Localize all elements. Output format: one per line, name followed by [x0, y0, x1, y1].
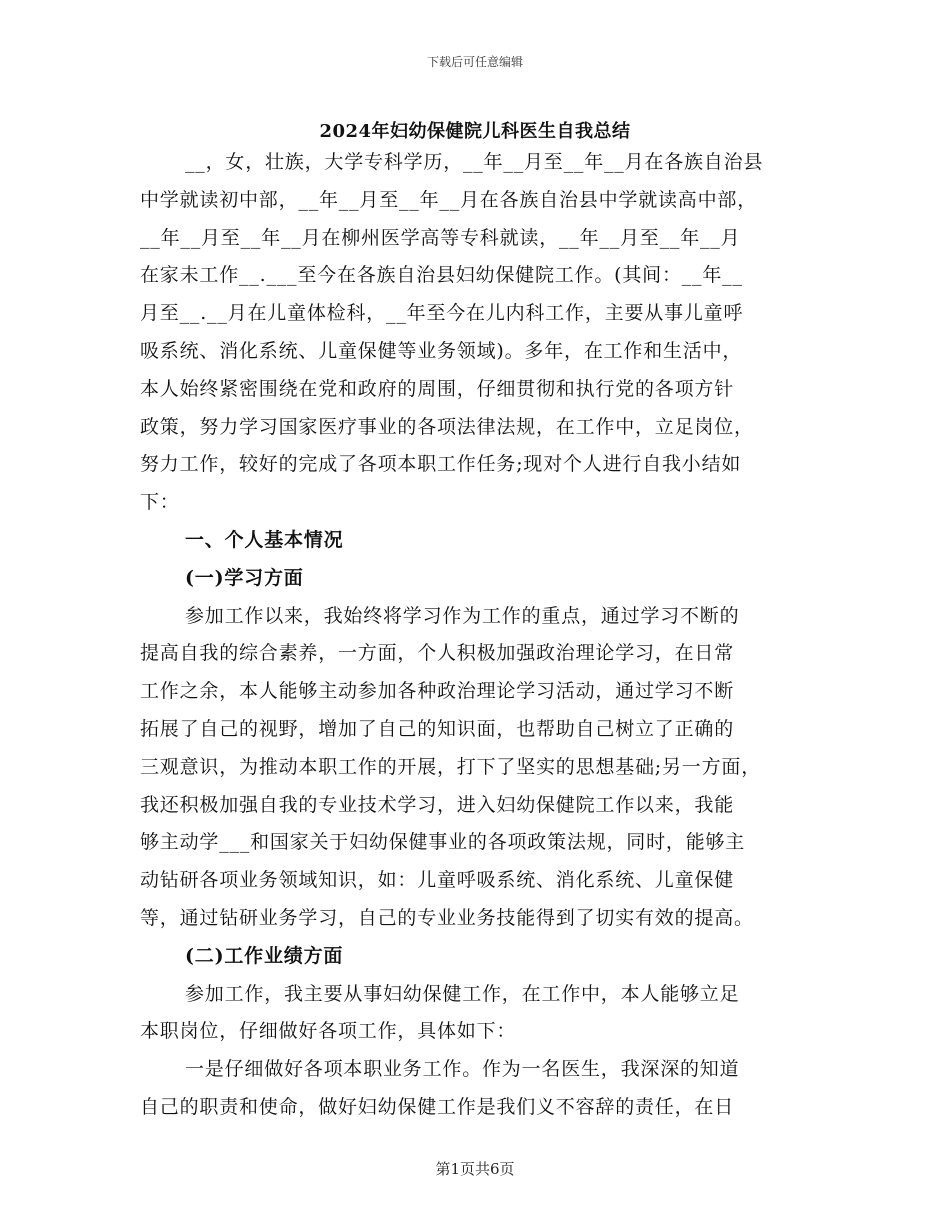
paragraph-line: __，女，壮族，大学专科学历，__年__月至__年__月在各族自治县 [185, 151, 764, 173]
subsection-heading: (一)学习方面 [185, 566, 304, 589]
paragraph-line: 下： [140, 491, 180, 514]
paragraph-line: 三观意识，为推动本职工作的开展，打下了坚实的思想基础;另一方面， [140, 755, 762, 778]
paragraph-line: 参加工作，我主要从事妇幼保健工作，在工作中，本人能够立足 [185, 982, 740, 1005]
header-note: 下载后可任意编辑 [426, 55, 523, 69]
paragraph-line: 努力工作，较好的完成了各项本职工作任务;现对个人进行自我小结如 [140, 453, 742, 476]
paragraph-line: 工作之余，本人能够主动参加各种政治理论学习活动，通过学习不断 [140, 680, 735, 703]
paragraph-line: 等，通过钻研业务学习，自己的专业业务技能得到了切实有效的提高。 [140, 906, 754, 929]
page-number: 第1页共6页 [435, 1160, 515, 1178]
paragraph-line: 本人始终紧密围绕在党和政府的周围，仔细贯彻和执行党的各项方针 [140, 377, 735, 400]
paragraph-line: 中学就读初中部，__年__月至__年__月在各族自治县中学就读高中部， [140, 188, 758, 211]
paragraph-line: 参加工作以来，我始终将学习作为工作的重点，通过学习不断的 [185, 604, 740, 627]
subsection-heading: (二)工作业绩方面 [185, 944, 344, 967]
document-title: 2024年妇幼保健院儿科医生自我总结 [319, 121, 631, 142]
section-heading: 一、个人基本情况 [185, 528, 344, 551]
paragraph-line: 够主动学___和国家关于妇幼保健事业的各项政策法规，同时，能够主 [140, 831, 746, 854]
document-body [140, 144, 820, 1127]
paragraph-line: 拓展了自己的视野，增加了自己的知识面，也帮助自己树立了正确的 [140, 717, 735, 740]
paragraph-line: 吸系统、消化系统、儿童保健等业务领域)。多年，在工作和生活中， [140, 339, 743, 362]
paragraph-line: 在家未工作__.___至今在各族自治县妇幼保健院工作。(其间：__年__ [140, 264, 743, 287]
paragraph-line: 一是仔细做好各项本职业务工作。作为一名医生，我深深的知道 [185, 1058, 740, 1081]
paragraph-line: __年__月至__年__月在柳州医学高等专科就读，__年__月至__年__月 [140, 226, 741, 249]
paragraph-line: 自己的职责和使命，做好妇幼保健工作是我们义不容辞的责任，在日 [140, 1095, 735, 1118]
paragraph-line: 月至__.__月在儿童体检科，__年至今在儿内科工作，主要从事儿童呼 [140, 302, 744, 325]
paragraph-line: 提高自我的综合素养，一方面，个人积极加强政治理论学习，在日常 [140, 642, 735, 665]
paragraph-line: 动钻研各项业务领域知识，如：儿童呼吸系统、消化系统、儿童保健 [140, 869, 735, 892]
paragraph-line: 本职岗位，仔细做好各项工作，具体如下： [140, 1020, 517, 1043]
paragraph-line: 我还积极加强自我的专业技术学习，进入妇幼保健院工作以来，我能 [140, 793, 735, 816]
paragraph-line: 政策，努力学习国家医疗事业的各项法律法规，在工作中，立足岗位， [140, 415, 754, 438]
